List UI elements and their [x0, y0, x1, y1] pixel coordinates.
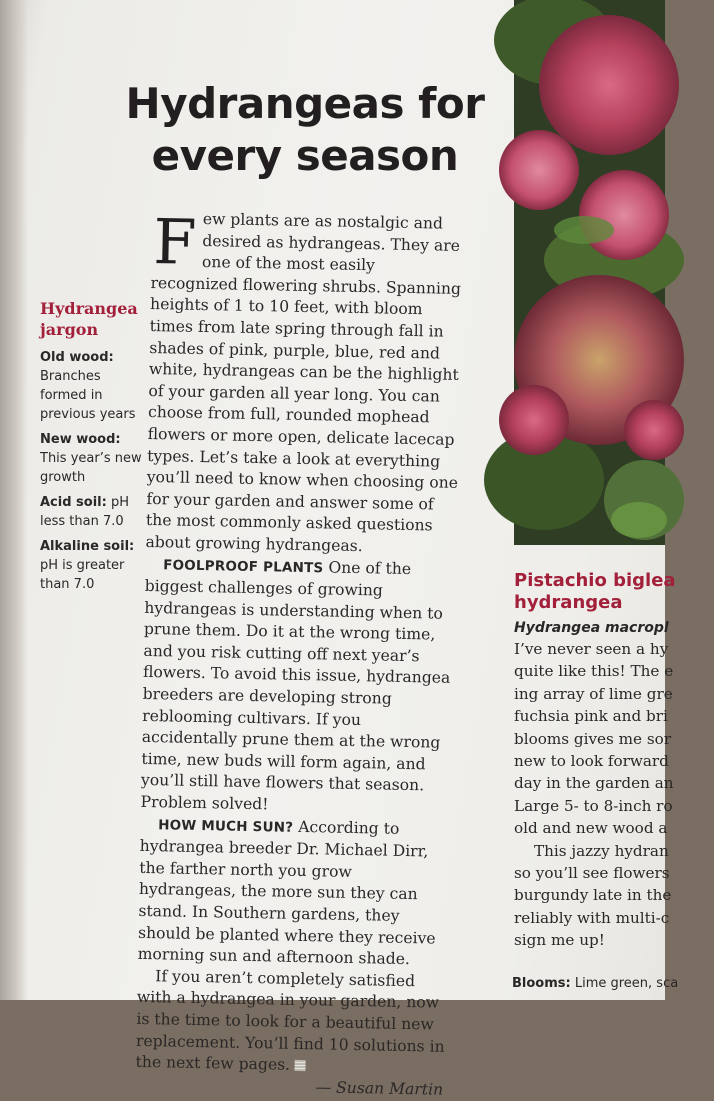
feature-latin-name: Hydrangea macropl — [514, 620, 669, 636]
binding-shadow — [0, 0, 28, 1000]
term-label: New wood: — [40, 432, 121, 447]
feature-line: new to look forward — [514, 751, 669, 770]
article-body — [135, 205, 464, 1101]
drop-cap: F — [152, 205, 198, 279]
intro-paragraph — [145, 205, 464, 559]
headline-line-2: every season — [151, 131, 459, 180]
sidebar-title: Hydrangea jargon — [40, 299, 138, 339]
closing-text: If you aren’t completely satisfied with a hydrangea in your garden, now is the time to look for a beautiful new replacement. You’ll find 10 solutions in the next few pages. — [135, 966, 445, 1074]
feature-title-line-2: hydrangea — [514, 592, 623, 613]
feature-line: sign me up! — [514, 931, 605, 950]
term-label: Alkaline soil: — [40, 539, 135, 554]
closing-paragraph — [135, 966, 449, 1080]
intro-text: ew plants are as nostalgic and desired as hydrangeas. They are one of the most easily recognized flowering shrubs. Spanning heights of 1 to 10 feet, with bloom times from late spring through fall in shades of pink, purple, blue, red and white, hydrangeas can be the highlight of your garden all year long. You can choose from full, rounded mophead flowers or more open, delicate lacecap types. Let’s take a look at everything you’ll need to know when choosing one for your garden and answer some of the most commonly asked questions about growing hydrangeas. — [145, 209, 462, 556]
feature-line: so you’ll see flowers — [514, 863, 670, 882]
feature-line: I’ve never seen a hy — [514, 640, 669, 658]
feature-line: fuchsia pink and bri — [514, 707, 668, 726]
blooms-value: Lime green, sca — [570, 976, 679, 991]
headline-line-1: Hydrangeas for — [125, 79, 485, 128]
feature-description — [514, 638, 714, 951]
feature-line: Large 5- to 8-inch ro — [514, 796, 673, 815]
blooms-info — [512, 976, 712, 991]
feature-line: old and new wood a — [514, 819, 668, 838]
term-old-wood — [40, 348, 148, 424]
term-definition: pH is greater than 7.0 — [40, 558, 125, 592]
feature-line: This jazzy hydran — [534, 841, 669, 860]
blooms-label: Blooms: — [512, 976, 571, 991]
feature-title — [514, 570, 714, 614]
feature-line: reliably with multi-c — [514, 908, 670, 927]
end-mark-icon — [294, 1060, 305, 1071]
section-text: According to hydrangea breeder Dr. Michael Dirr, the farther north you grow hydrangeas, the more sun they can stand. In Southern gardens, they should be planted where they receive morning sun and afternoon shade. — [137, 817, 436, 969]
section-text: One of the biggest challenges of growing hydrangeas is understanding when to prune them. Do it at the wrong time, and you risk cutting off next year’s flowers. To avoid this issue, hydrangea breeders are developing strong reblooming cultivars. If you accidentally prune them at the wrong time, new buds will form again, and you’ll still have flowers that season. Problem solved! — [140, 557, 451, 814]
hydrangea-illustration — [514, 0, 665, 545]
term-definition: This year’s new growth — [40, 451, 142, 485]
jargon-sidebar — [40, 298, 148, 600]
term-new-wood — [40, 430, 148, 487]
feature-title-line-1: Pistachio biglea — [514, 570, 676, 591]
author-signature: — Susan Martin — [315, 1078, 444, 1099]
term-acid-soil — [40, 493, 148, 531]
hydrangea-photo — [514, 0, 665, 545]
term-definition: pH less than 7.0 — [40, 495, 130, 529]
section-sun — [137, 814, 452, 972]
lead-in-sun: HOW MUCH SUN? — [158, 816, 294, 836]
feature-line: ing array of lime gre — [514, 684, 673, 703]
feature-line: quite like this! The e — [514, 662, 674, 681]
lead-in-foolproof: FOOLPROOF PLANTS — [162, 556, 324, 576]
feature-plant — [514, 570, 714, 951]
term-label: Old wood: — [40, 350, 114, 365]
term-definition: Branches formed in previous years — [40, 369, 136, 422]
feature-line: day in the garden an — [514, 774, 674, 793]
term-label: Acid soil: — [40, 495, 107, 510]
article-headline — [120, 78, 490, 182]
feature-line: blooms gives me sor — [514, 729, 672, 748]
term-alkaline-soil — [40, 537, 148, 594]
feature-line: burgundy late in the — [514, 886, 672, 905]
section-foolproof — [140, 553, 457, 819]
